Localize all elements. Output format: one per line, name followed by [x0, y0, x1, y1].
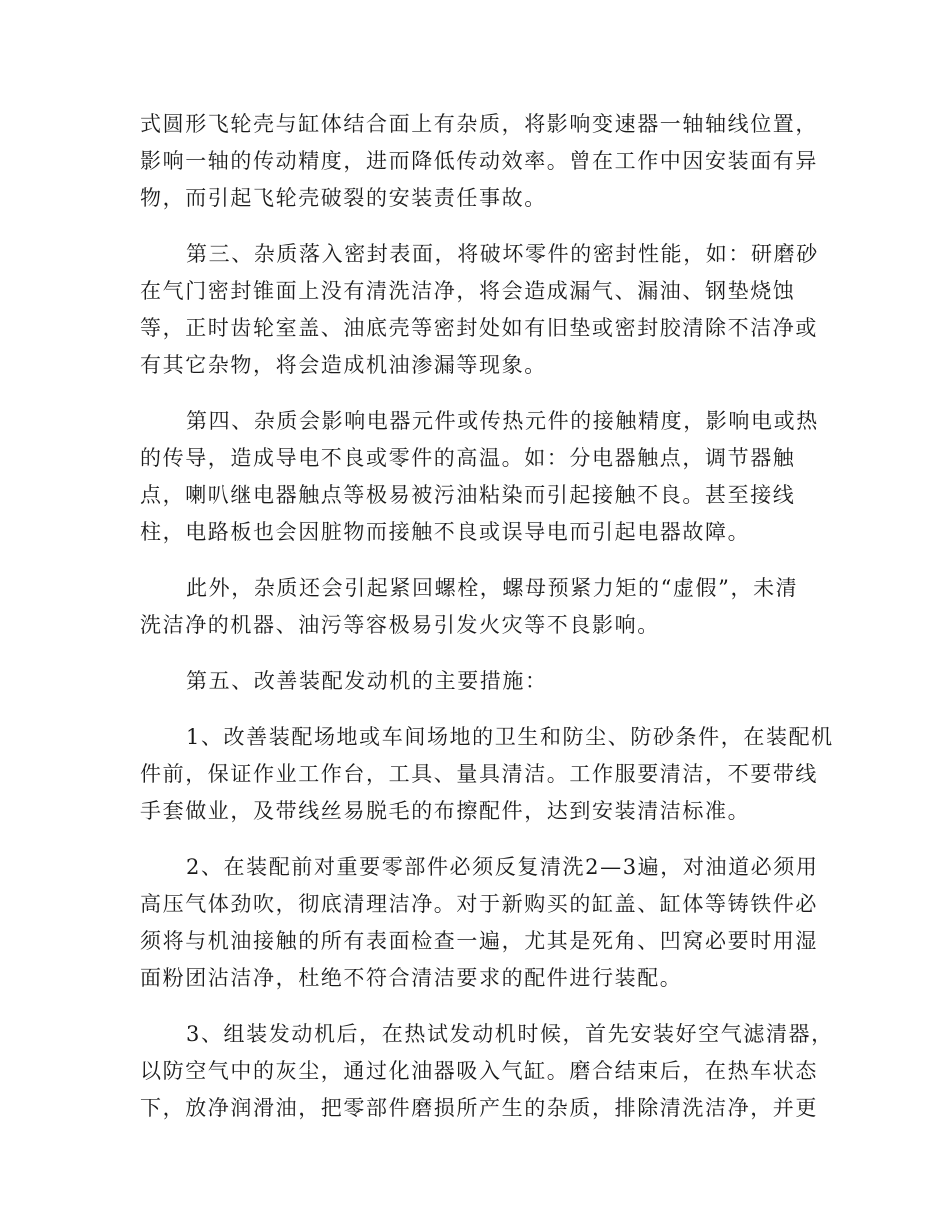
line-text: 在气门密封锥面上没有清洗洁净，将会造成漏气、漏油、钢垫烧蚀 [140, 279, 796, 303]
text-line [140, 310, 818, 347]
paragraph [140, 719, 834, 830]
text-line [140, 719, 834, 756]
text-line [140, 477, 810, 514]
text-line [140, 143, 818, 180]
line-text: 洗洁净的机器、油污等容极易引发火灾等不良影响。 [140, 613, 660, 637]
line-text: 第三、杂质落入密封表面，将破坏零件的密封性能，如：研磨砂 [186, 242, 819, 266]
text-line [140, 1090, 818, 1127]
line-text: 点，喇叭继电器触点等极易被污油粘染而引起接触不良。甚至接线 [140, 483, 796, 507]
line-text: 影响一轴的传动精度，进而降低传动效率。曾在工作中因安装面有异 [140, 149, 818, 173]
line-text: 面粉团沾洁净，杜绝不符合清洁要求的配件进行装配。 [140, 966, 683, 990]
paragraph [140, 106, 818, 217]
text-line [140, 440, 810, 477]
text-line [140, 514, 810, 551]
line-text: 3、组装发动机后，在热试发动机时候，首先安装好空气滤清器， [186, 1022, 834, 1046]
line-text: 此外，杂质还会引起紧回螺栓，螺母预紧力矩的“虚假”，未清 [186, 576, 799, 600]
paragraph [140, 403, 819, 551]
text-line [140, 403, 819, 440]
text-line [140, 180, 810, 217]
text-line [140, 1053, 818, 1090]
text-line [140, 923, 818, 960]
text-line [140, 849, 819, 886]
paragraph [140, 570, 810, 644]
text-line [140, 793, 810, 830]
text-line [140, 1016, 834, 1053]
paragraph [140, 1016, 834, 1127]
text-line [140, 756, 818, 793]
line-text: 高压气体劲吹，彻底清理洁净。对于新购买的缸盖、缸体等铸铁件必 [140, 892, 818, 916]
text-line [140, 607, 810, 644]
document-body [140, 106, 834, 1146]
paragraph [140, 849, 819, 997]
line-text: 等，正时齿轮室盖、油底壳等密封处如有旧垫或密封胶清除不洁净或 [140, 316, 818, 340]
text-line [140, 886, 818, 923]
line-text: 须将与机油接触的所有表面检查一遍，尤其是死角、凹窝必要时用湿 [140, 929, 818, 953]
text-line [140, 106, 818, 143]
line-text: 手套做业，及带线丝易脱毛的布擦配件，达到安装清洁标准。 [140, 799, 751, 823]
paragraph [140, 236, 819, 384]
text-line [140, 570, 810, 607]
text-line [140, 663, 810, 700]
line-text: 1、改善装配场地或车间场地的卫生和防尘、防砂条件，在装配机 [186, 725, 834, 749]
text-line [140, 236, 819, 273]
line-text: 的传导，造成导电不良或零件的高温。如：分电器触点，调节器触 [140, 446, 796, 470]
line-text: 第五、改善装配发动机的主要措施： [186, 669, 548, 693]
line-text: 柱，电路板也会因脏物而接触不良或误导电而引起电器故障。 [140, 520, 751, 544]
line-text: 式圆形飞轮壳与缸体结合面上有杂质，将影响变速器一轴轴线位置， [140, 112, 818, 136]
paragraph [140, 663, 810, 700]
text-line [140, 273, 810, 310]
line-text: 物，而引起飞轮壳破裂的安装责任事故。 [140, 186, 547, 210]
text-line [140, 347, 810, 384]
line-text: 以防空气中的灰尘，通过化油器吸入气缸。磨合结束后，在热车状态 [140, 1059, 818, 1083]
line-text: 下，放净润滑油，把零部件磨损所产生的杂质，排除清洗洁净，并更 [140, 1096, 818, 1120]
line-text: 有其它杂物，将会造成机油渗漏等现象。 [140, 353, 547, 377]
text-line [140, 960, 810, 997]
line-text: 件前，保证作业工作台，工具、量具清洁。工作服要清洁，不要带线 [140, 762, 818, 786]
line-text: 2、在装配前对重要零部件必须反复清洗2—3遍，对油道必须用 [186, 855, 819, 879]
line-text: 第四、杂质会影响电器元件或传热元件的接触精度，影响电或热 [186, 409, 819, 433]
